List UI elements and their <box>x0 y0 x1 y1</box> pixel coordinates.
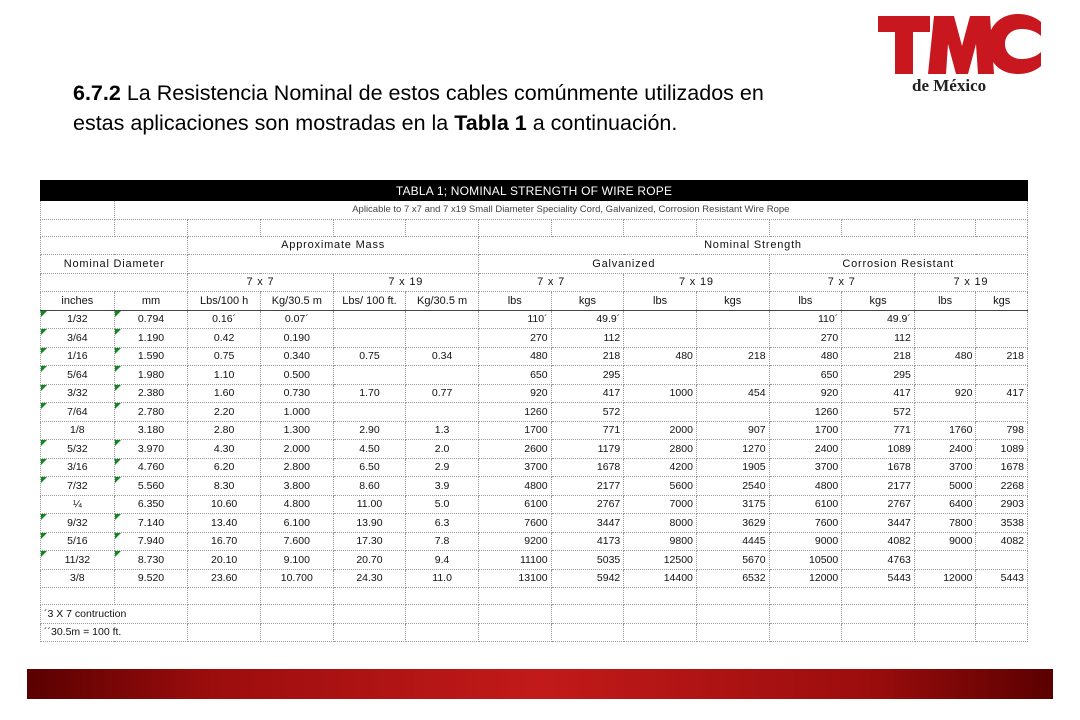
column-header: Lbs/100 h <box>188 292 261 311</box>
table-cell: 0.77 <box>406 384 479 403</box>
table-cell: 7.140 <box>114 514 188 533</box>
table-cell: 5000 <box>914 477 976 496</box>
table-cell <box>624 366 697 385</box>
table-row <box>41 403 1028 422</box>
diameter-inches-cell: 3/16 <box>41 458 115 477</box>
table-cell: 3700 <box>914 458 976 477</box>
table-cell: 1.980 <box>114 366 188 385</box>
tmc-logo-mark <box>876 12 1042 82</box>
table-row <box>41 514 1028 533</box>
table-cell <box>696 310 769 329</box>
table-cell: 5600 <box>624 477 697 496</box>
table-cell <box>976 403 1028 422</box>
diameter-inches-cell: ¼ <box>41 495 115 514</box>
table-cell: 417 <box>551 384 624 403</box>
table-cell: 9000 <box>914 532 976 551</box>
table-cell: 2177 <box>842 477 915 496</box>
table-cell: 218 <box>842 347 915 366</box>
table-cell <box>406 403 479 422</box>
table-cell: 0.500 <box>260 366 333 385</box>
table-cell: 1678 <box>551 458 624 477</box>
table-cell: 2800 <box>624 440 697 459</box>
table-cell: 6100 <box>769 495 842 514</box>
table-cell: 3447 <box>551 514 624 533</box>
galvanized-7x7-header: 7 x 7 <box>478 273 623 292</box>
corrosion-7x19-header: 7 x 19 <box>914 273 1027 292</box>
table-cell: 4200 <box>624 458 697 477</box>
table-row <box>41 532 1028 551</box>
table-cell: 11100 <box>478 551 551 570</box>
table-cell: 1.000 <box>260 403 333 422</box>
table-cell: 4082 <box>842 532 915 551</box>
table-cell: 417 <box>842 384 915 403</box>
diameter-inches-cell: 7/64 <box>41 403 115 422</box>
table-cell: 1.3 <box>406 421 479 440</box>
table-row <box>41 329 1028 348</box>
table-cell: 0.07´ <box>260 310 333 329</box>
table-cell: 1760 <box>914 421 976 440</box>
table-cell: 1000 <box>624 384 697 403</box>
mass-7x19-header: 7 x 19 <box>333 273 478 292</box>
table-cell <box>976 310 1028 329</box>
diameter-inches-cell: 9/32 <box>41 514 115 533</box>
table-row <box>41 569 1028 588</box>
table-cell: 6.20 <box>188 458 261 477</box>
table-cell: 9200 <box>478 532 551 551</box>
column-header: kgs <box>842 292 915 311</box>
table-cell: 20.70 <box>333 551 406 570</box>
table-cell: 295 <box>842 366 915 385</box>
nominal-strength-header: Nominal Strength <box>478 236 1027 255</box>
table-cell <box>333 366 406 385</box>
table-cell: 1.10 <box>188 366 261 385</box>
table-cell: 4800 <box>769 477 842 496</box>
table-cell: 13.40 <box>188 514 261 533</box>
table-cell: 8.60 <box>333 477 406 496</box>
table-cell: 6.50 <box>333 458 406 477</box>
table-cell: 112 <box>842 329 915 348</box>
nominal-diameter-header: Nominal Diameter <box>41 255 188 274</box>
footnote-conversion: ´´30.5m = 100 ft. <box>41 623 188 642</box>
table-cell: 2767 <box>842 495 915 514</box>
table-cell: 907 <box>696 421 769 440</box>
table-cell <box>696 403 769 422</box>
table-row <box>41 347 1028 366</box>
table-cell: 480 <box>478 347 551 366</box>
table-cell: 218 <box>696 347 769 366</box>
table-cell: 9.100 <box>260 551 333 570</box>
table-cell <box>333 329 406 348</box>
heading-text-end: a continuación. <box>526 111 678 135</box>
table-cell: 0.75 <box>188 347 261 366</box>
column-header: lbs <box>769 292 842 311</box>
table-cell: 2.800 <box>260 458 333 477</box>
heading-text: La Resistencia Nominal de estos cables comúnmente utilizados en estas aplicaciones son mostradas en la <box>73 81 764 135</box>
table-cell <box>624 329 697 348</box>
table-cell <box>406 310 479 329</box>
table-cell: 0.794 <box>114 310 188 329</box>
diameter-inches-cell: 1/8 <box>41 421 115 440</box>
table-row <box>41 384 1028 403</box>
table-cell: 2.380 <box>114 384 188 403</box>
table-cell: 24.30 <box>333 569 406 588</box>
table-cell: 3.970 <box>114 440 188 459</box>
table-cell: 2400 <box>914 440 976 459</box>
table-row <box>41 366 1028 385</box>
diameter-inches-cell: 1/32 <box>41 310 115 329</box>
table-cell: 1089 <box>976 440 1028 459</box>
table-cell: 454 <box>696 384 769 403</box>
table-cell: 4082 <box>976 532 1028 551</box>
logo-subtitle: de México <box>912 76 987 95</box>
table-cell: 0.730 <box>260 384 333 403</box>
footnote-construction: ´3 X 7 contruction <box>41 605 188 624</box>
table-cell: 2600 <box>478 440 551 459</box>
diameter-inches-cell: 7/32 <box>41 477 115 496</box>
table-cell: 7.940 <box>114 532 188 551</box>
table-cell: 2.000 <box>260 440 333 459</box>
table-cell: 3538 <box>976 514 1028 533</box>
table-cell: 1.60 <box>188 384 261 403</box>
approx-mass-header: Approximate Mass <box>188 236 479 255</box>
table-cell: 14400 <box>624 569 697 588</box>
footer-bar <box>27 669 1053 699</box>
section-number: 6.7.2 <box>73 81 121 105</box>
table-cell: 0.190 <box>260 329 333 348</box>
table-cell: 17.30 <box>333 532 406 551</box>
table-cell: 1179 <box>551 440 624 459</box>
table-cell <box>976 551 1028 570</box>
table-cell: 0.340 <box>260 347 333 366</box>
table-cell: 6400 <box>914 495 976 514</box>
table-subtitle: Aplicable to 7 x7 and 7 x19 Small Diameter Speciality Cord, Galvanized, Corrosion Resistant Wire Rope <box>114 201 1027 220</box>
diameter-inches-cell: 5/32 <box>41 440 115 459</box>
table-cell: 2.90 <box>333 421 406 440</box>
table-cell: 2268 <box>976 477 1028 496</box>
table-cell: 1260 <box>478 403 551 422</box>
table-cell <box>624 403 697 422</box>
table-cell: 1270 <box>696 440 769 459</box>
table-row <box>41 551 1028 570</box>
table-cell: 920 <box>914 384 976 403</box>
table-cell: 49.9´ <box>551 310 624 329</box>
table-cell: 8.730 <box>114 551 188 570</box>
table-cell: 650 <box>769 366 842 385</box>
column-header: inches <box>41 292 115 311</box>
table-cell: 5035 <box>551 551 624 570</box>
table-cell <box>914 329 976 348</box>
table-cell: 771 <box>551 421 624 440</box>
column-header: Lbs/ 100 ft. <box>333 292 406 311</box>
table-cell: 2.0 <box>406 440 479 459</box>
table-reference: Tabla 1 <box>454 111 527 135</box>
table-cell: 110´ <box>478 310 551 329</box>
table-cell: 1.590 <box>114 347 188 366</box>
corrosion-7x7-header: 7 x 7 <box>769 273 914 292</box>
table-cell: 295 <box>551 366 624 385</box>
table-cell: 7.8 <box>406 532 479 551</box>
table-cell: 1.70 <box>333 384 406 403</box>
diameter-inches-cell: 1/16 <box>41 347 115 366</box>
table-cell: 23.60 <box>188 569 261 588</box>
blank-cell <box>41 273 188 292</box>
table-cell: 10.60 <box>188 495 261 514</box>
table-cell: 3700 <box>769 458 842 477</box>
table-cell: 4763 <box>842 551 915 570</box>
table-cell: 0.34 <box>406 347 479 366</box>
table-cell: 16.70 <box>188 532 261 551</box>
table-cell: 10.700 <box>260 569 333 588</box>
table-cell: 3447 <box>842 514 915 533</box>
table-cell: 2.780 <box>114 403 188 422</box>
table-cell: 5942 <box>551 569 624 588</box>
diameter-inches-cell: 3/64 <box>41 329 115 348</box>
table-row <box>41 310 1028 329</box>
table-cell: 1700 <box>478 421 551 440</box>
table-cell: 5.0 <box>406 495 479 514</box>
diameter-inches-cell: 5/64 <box>41 366 115 385</box>
table-cell: 2.80 <box>188 421 261 440</box>
column-header: kgs <box>551 292 624 311</box>
table-cell: 2767 <box>551 495 624 514</box>
table-cell: 3175 <box>696 495 769 514</box>
table-cell: 5670 <box>696 551 769 570</box>
table-cell: 4173 <box>551 532 624 551</box>
table-cell: 4.30 <box>188 440 261 459</box>
diameter-inches-cell: 3/32 <box>41 384 115 403</box>
diameter-inches-cell: 11/32 <box>41 551 115 570</box>
table-cell <box>914 551 976 570</box>
table-cell: 2.20 <box>188 403 261 422</box>
table-cell <box>696 329 769 348</box>
table-cell <box>976 366 1028 385</box>
table-cell: 13100 <box>478 569 551 588</box>
table-cell: 3629 <box>696 514 769 533</box>
table-cell: 1089 <box>842 440 915 459</box>
table-cell: 798 <box>976 421 1028 440</box>
table-row <box>41 421 1028 440</box>
table-cell: 9000 <box>769 532 842 551</box>
blank-cell <box>41 201 115 220</box>
table-row <box>41 458 1028 477</box>
diameter-inches-cell: 3/8 <box>41 569 115 588</box>
table-cell: 270 <box>769 329 842 348</box>
table-cell: 5.560 <box>114 477 188 496</box>
table-cell: 9.520 <box>114 569 188 588</box>
table-cell: 1260 <box>769 403 842 422</box>
table-cell: 5443 <box>976 569 1028 588</box>
table-cell: 2000 <box>624 421 697 440</box>
table-cell: 0.75 <box>333 347 406 366</box>
table-cell: 218 <box>976 347 1028 366</box>
table-body <box>41 310 1028 588</box>
table-cell: 270 <box>478 329 551 348</box>
galvanized-header: Galvanized <box>478 255 769 274</box>
table-cell <box>406 329 479 348</box>
table-cell: 417 <box>976 384 1028 403</box>
table-cell: 572 <box>551 403 624 422</box>
table-cell: 5443 <box>842 569 915 588</box>
table-cell: 771 <box>842 421 915 440</box>
table-cell: 20.10 <box>188 551 261 570</box>
nominal-strength-table <box>40 180 1028 642</box>
table-cell: 49.9´ <box>842 310 915 329</box>
table-cell: 7600 <box>478 514 551 533</box>
blank-cell <box>188 255 479 274</box>
table-cell: 7000 <box>624 495 697 514</box>
table-cell: 10500 <box>769 551 842 570</box>
column-header-row <box>41 292 1028 311</box>
mass-7x7-header: 7 x 7 <box>188 273 333 292</box>
table-cell: 0.42 <box>188 329 261 348</box>
table-cell: 920 <box>769 384 842 403</box>
table-cell: 4445 <box>696 532 769 551</box>
table-cell: 4.50 <box>333 440 406 459</box>
table-cell: 2540 <box>696 477 769 496</box>
table-cell <box>333 403 406 422</box>
table-cell <box>333 310 406 329</box>
table-cell: 11.0 <box>406 569 479 588</box>
table-cell: 480 <box>624 347 697 366</box>
column-header: Kg/30.5 m <box>260 292 333 311</box>
table-cell: 8000 <box>624 514 697 533</box>
table-cell: 6.3 <box>406 514 479 533</box>
table-cell: 1.300 <box>260 421 333 440</box>
table-cell: 110´ <box>769 310 842 329</box>
table-cell: 1700 <box>769 421 842 440</box>
table-cell: 6100 <box>478 495 551 514</box>
table-cell: 2.9 <box>406 458 479 477</box>
column-header: kgs <box>976 292 1028 311</box>
table-cell: 11.00 <box>333 495 406 514</box>
galvanized-7x19-header: 7 x 19 <box>624 273 769 292</box>
section-heading <box>73 78 813 138</box>
table-cell: 2177 <box>551 477 624 496</box>
table-cell <box>696 366 769 385</box>
table-cell: 13.90 <box>333 514 406 533</box>
diameter-inches-cell: 5/16 <box>41 532 115 551</box>
column-header: Kg/30.5 m <box>406 292 479 311</box>
table-cell: 920 <box>478 384 551 403</box>
table-cell: 572 <box>842 403 915 422</box>
table-cell: 4.760 <box>114 458 188 477</box>
table-row <box>41 477 1028 496</box>
column-header: lbs <box>624 292 697 311</box>
column-header: kgs <box>696 292 769 311</box>
blank-cell <box>41 236 188 255</box>
table-cell: 3.180 <box>114 421 188 440</box>
table-cell: 1678 <box>976 458 1028 477</box>
table-cell <box>624 310 697 329</box>
table-cell: 0.16´ <box>188 310 261 329</box>
table-cell: 12000 <box>914 569 976 588</box>
table-cell: 12000 <box>769 569 842 588</box>
table-cell <box>914 366 976 385</box>
table-cell: 1.190 <box>114 329 188 348</box>
table-cell: 6.100 <box>260 514 333 533</box>
table-cell: 6532 <box>696 569 769 588</box>
table-cell <box>914 310 976 329</box>
table-cell: 4800 <box>478 477 551 496</box>
table-cell <box>914 403 976 422</box>
table-row <box>41 495 1028 514</box>
table-cell: 480 <box>914 347 976 366</box>
table-cell: 7.600 <box>260 532 333 551</box>
table-cell: 7600 <box>769 514 842 533</box>
column-header: lbs <box>478 292 551 311</box>
table-cell: 3.800 <box>260 477 333 496</box>
table-cell: 1905 <box>696 458 769 477</box>
table-cell: 2400 <box>769 440 842 459</box>
table-cell: 218 <box>551 347 624 366</box>
table-cell: 4.800 <box>260 495 333 514</box>
table-cell: 9.4 <box>406 551 479 570</box>
table-cell: 3.9 <box>406 477 479 496</box>
table-cell: 650 <box>478 366 551 385</box>
table-cell: 1678 <box>842 458 915 477</box>
table-cell: 480 <box>769 347 842 366</box>
table-cell <box>406 366 479 385</box>
table-cell: 8.30 <box>188 477 261 496</box>
table-row <box>41 440 1028 459</box>
table-cell <box>976 329 1028 348</box>
table-title: TABLA 1; NOMINAL STRENGTH OF WIRE ROPE <box>41 181 1028 201</box>
column-header: mm <box>114 292 188 311</box>
column-header: lbs <box>914 292 976 311</box>
corrosion-resistant-header: Corrosion Resistant <box>769 255 1027 274</box>
table-cell: 6.350 <box>114 495 188 514</box>
table-cell: 112 <box>551 329 624 348</box>
table-cell: 9800 <box>624 532 697 551</box>
table-cell: 7800 <box>914 514 976 533</box>
table-cell: 12500 <box>624 551 697 570</box>
table-cell: 2903 <box>976 495 1028 514</box>
table-cell: 3700 <box>478 458 551 477</box>
